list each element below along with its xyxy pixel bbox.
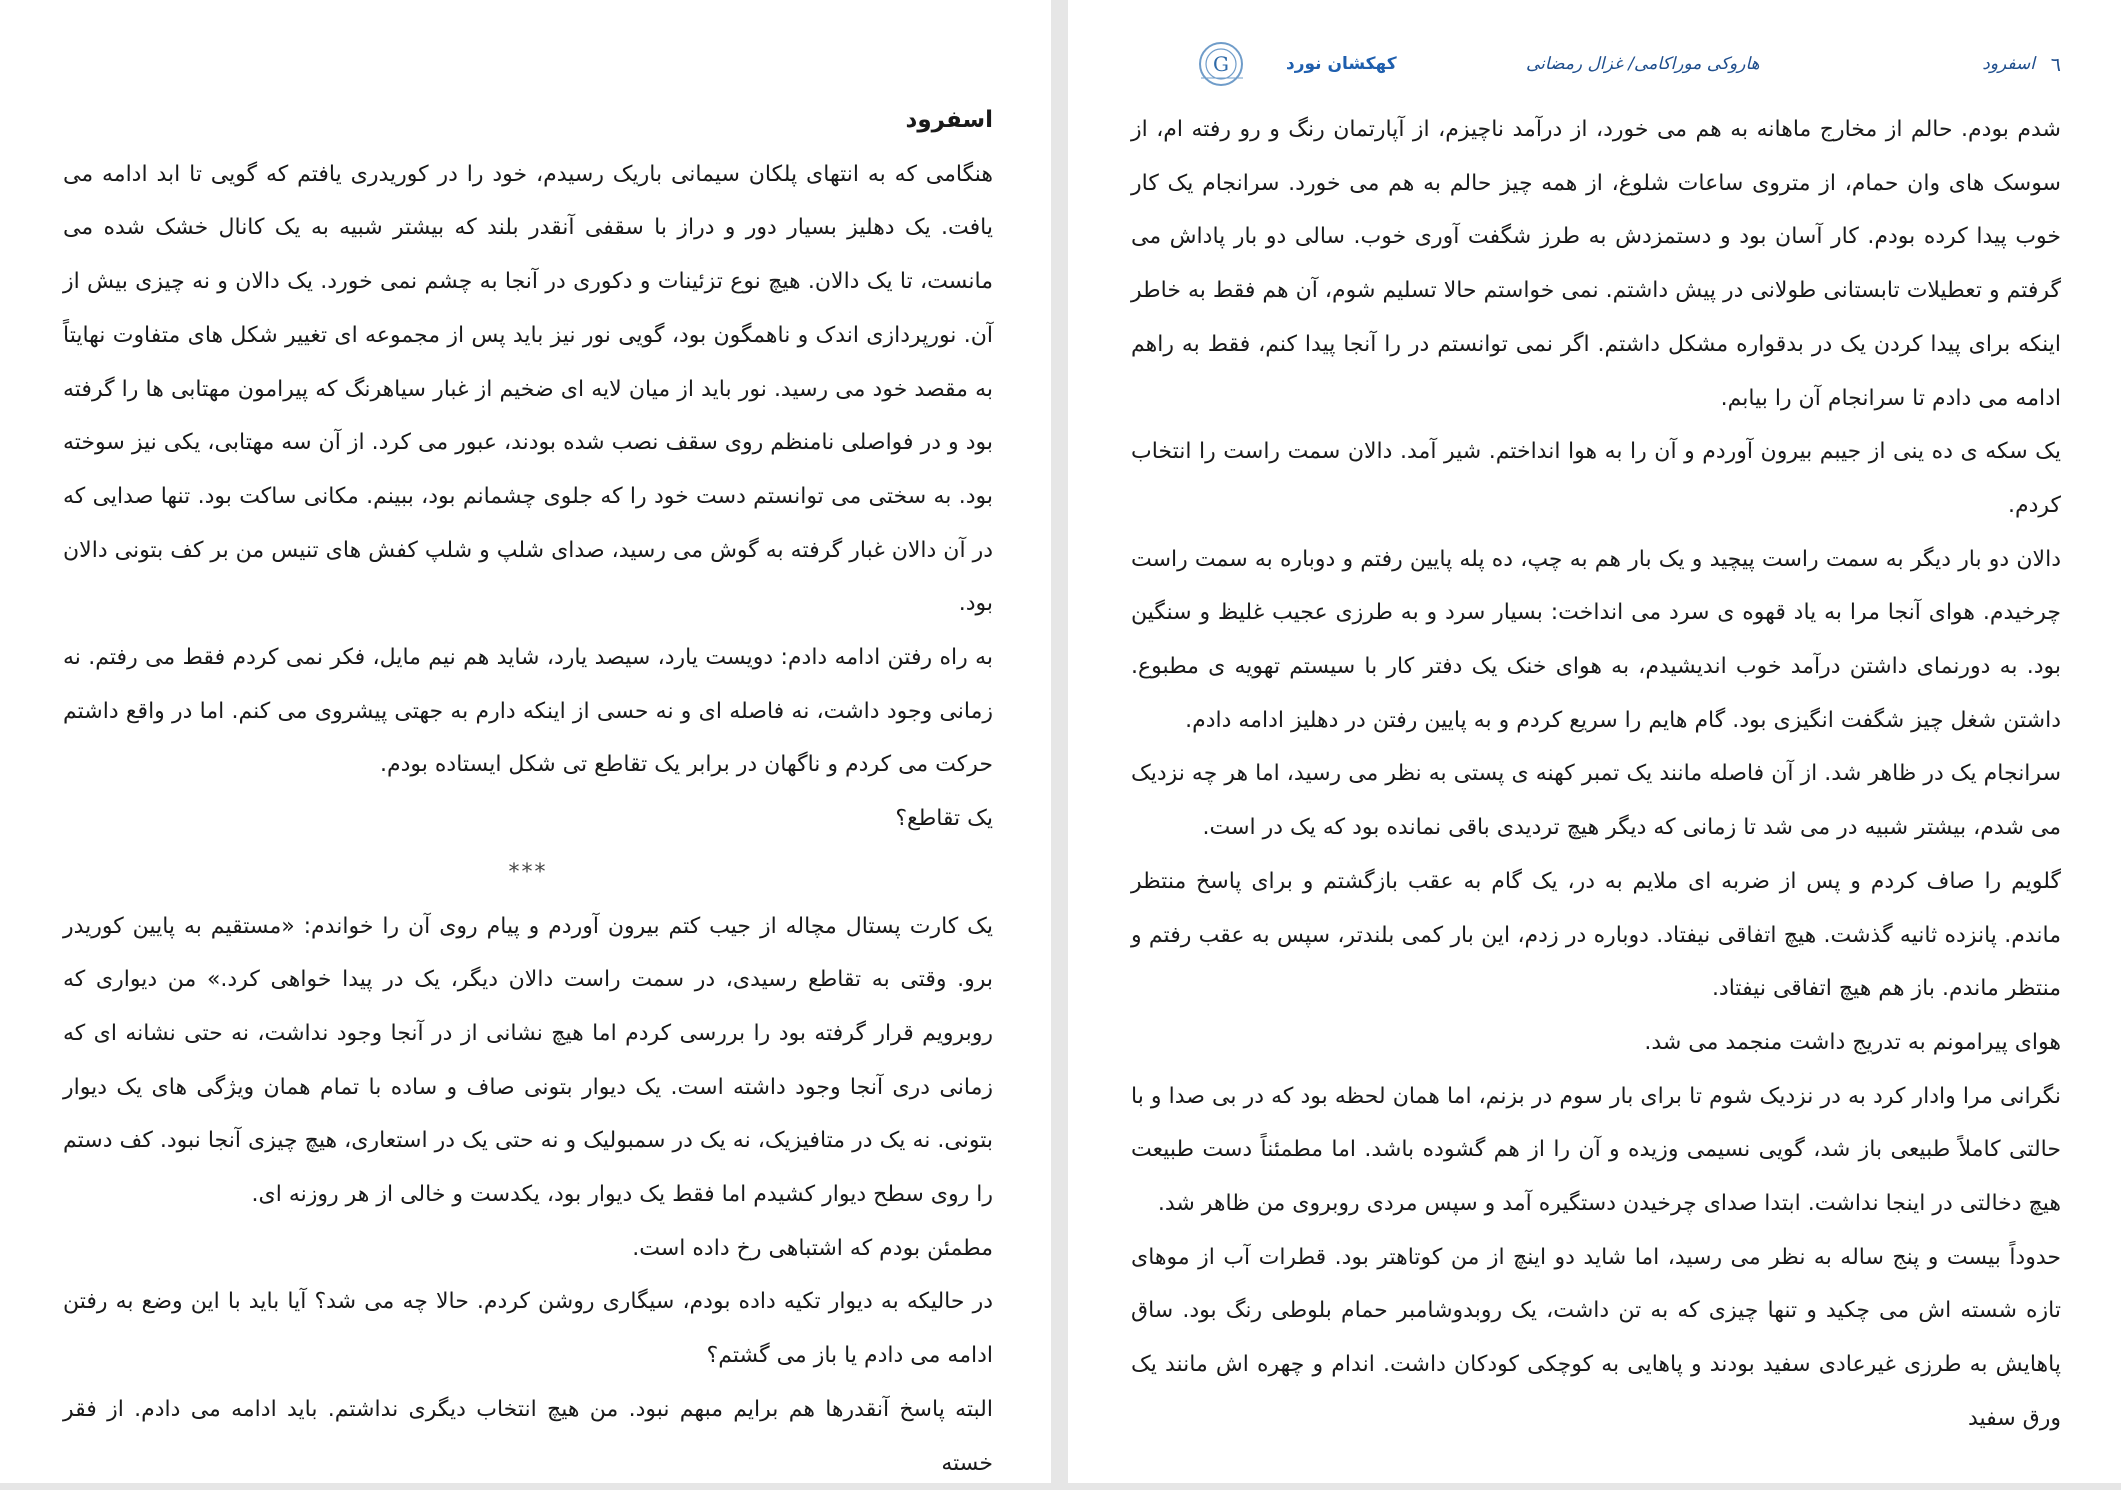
paragraph: دالان دو بار دیگر به سمت راست پیچید و یک بار هم به چپ، ده پله پایین رفتم و دوباره به سمت راست چرخیدم. هوای آنجا مرا به یاد قهوه ی سرد می انداخت: بسیار سرد و به طرزی عجیب غلیظ و سنگین بود. به دورنمای داشتن درآمد خوب اندیشیدم، به هوای خنک یک دفتر کار با سیستم تهویه ی مطبوع. داشتن شغل چیز شگفت انگیزی بود. گام هایم را سریع کردم و به پایین رفتن در دهلیز ادامه دادم. (1131, 546, 2061, 733)
paragraph: هوای پیرامونم به تدریج داشت منجمد می شد. (1644, 1029, 2061, 1055)
paragraph: گلویم را صاف کردم و پس از ضربه ای ملایم به در، یک گام به عقب بازگشتم و برای پاسخ منتظر ماندم. پانزده ثانیه گذشت. هیچ اتفاقی نیفتاد. دوباره در زدم، این بار کمی بلندتر، سپس به عقب رفتم و منتظر ماندم. باز هم هیچ اتفاقی نیفتاد. (1131, 868, 2061, 1002)
left-page (0, 0, 1051, 1483)
paragraph: هنگامی که به انتهای پلکان سیمانی باریک رسیدم، خود را در کوریدری یافتم که گویی تا ابد ادامه می یافت. یک دهلیز بسیار دور و دراز با سقفی آنقدر بلند که بیشتر شبیه به یک کانال خشک شده می مانست، تا یک دالان. هیچ نوع تزئینات و دکوری در آنجا به چشم نمی خورد. یک دالان و نه چیزی بیش از آن. نورپردازی اندک و ناهمگون بود، گویی نور نیز باید پس از مجموعه ای تغییر شکل های متفاوت نهایتاً به مقصد خود می رسید. نور باید از میان لایه ای ضخیم از غبار سیاهرنگ که پیرامون مهتابی ها را گرفته بود و در فواصلی نامنظم روی سقف نصب شده بودند، عبور می کرد. از آن سه مهتابی، یکی نیز سوخته بود. به سختی می توانستم دست خود را که جلوی چشمانم بود، ببینم. مکانی ساکت بود. تنها صدایی که در آن دالان غبار گرفته به گوش می رسید، صدای شلپ و شلپ کفش های تنیس من بر کف بتونی دالان بود. (63, 161, 993, 617)
paragraph: نگرانی مرا وادار کرد به در نزدیک شوم تا برای بار سوم در بزنم، اما همان لحظه بود که در بی صدا و با حالتی کاملاً طبیعی باز شد، گویی نسیمی وزیده و آن را از هم گشوده باشد. اما مطمئناً دست طبیعت هیچ دخالتی در اینجا نداشت. ابتدا صدای چرخیدن دستگیره آمد و سپس مردی روبروی من ظاهر شد. (1131, 1083, 2061, 1217)
section-separator: *** (508, 859, 548, 885)
paragraph: یک تقاطع؟ (895, 806, 993, 832)
right-page-text (1131, 103, 2061, 1446)
publisher-name: کهکشان نورد (1286, 54, 1397, 74)
paragraph: یک سکه ی ده ینی از جیبم بیرون آوردم و آن را به هوا انداختم. شیر آمد. دالان سمت راست را انتخاب کردم. (1131, 439, 2061, 518)
paragraph: سرانجام یک در ظاهر شد. از آن فاصله مانند یک تمبر کهنه ی پستی به نظر می رسید، اما هر چه نزدیک می شدم، بیشتر شبیه در می شد تا زمانی که دیگر هیچ تردیدی باقی نمانده بود که یک در است. (1131, 761, 2061, 841)
chapter-title: اسفرود (905, 107, 993, 133)
paragraph: البته پاسخ آنقدرها هم برایم مبهم نبود. من هیچ انتخاب دیگری نداشتم. باید ادامه می دادم. از فقر خسته (63, 1396, 993, 1476)
paragraph: در حالیکه به دیوار تکیه داده بودم، سیگاری روشن کردم. حالا چه می شد؟ آیا باید با این وضع به رفتن ادامه می دادم یا باز می گشتم؟ (63, 1289, 993, 1369)
paragraph: یک کارت پستال مچاله از جیب کتم بیرون آوردم و پیام روی آن را خواندم: «مستقیم به پایین کوریدر برو. وقتی به تقاطع رسیدی، در سمت راست دالان دیگر، یک در پیدا خواهی کرد.» من دیواری که روبرویم قرار گرفته بود را بررسی کردم اما هیچ نشانی از در آنجا وجود نداشت، نه حتی نشانه ای که زمانی دری آنجا وجود داشته است. یک دیوار بتونی صاف و ساده با تمام همان ویژگی های یک دیوار بتونی. نه یک در متافیزیک، نه یک در سمبولیک و نه حتی یک در استعاری، هیچ چیزی آنجا نبود. کف دستم را روی سطح دیوار کشیدم اما فقط یک دیوار بود، یکدست و خالی از هر روزنه ای. (63, 913, 993, 1208)
publisher-logo-icon (1197, 40, 1247, 88)
page-header (1131, 40, 2061, 92)
left-page-text (63, 94, 993, 1490)
right-page (1068, 0, 2121, 1483)
paragraph: حدوداً بیست و پنج ساله به نظر می رسید، اما شاید دو اینچ از من کوتاهتر بود. قطرات آب از موهای تازه شسته اش می چکید و تنها چیزی که به تن داشت، یک روبدوشامبر حمام بلوطی رنگ بود. ساق پاهایش به طرزی غیرعادی سفید بودند و پاهایی به کوچکی کودکان داشت. اندام و چهره اش مانند یک ورق سفید (1131, 1244, 2061, 1431)
paragraph: به راه رفتن ادامه دادم: دویست یارد، سیصد یارد، شاید هم نیم مایل، فکر نمی کردم فقط می رفتم. نه زمانی وجود داشت، نه فاصله ای و نه حسی از اینکه دارم به جهتی پیشروی می کنم. اما در واقع داشتم حرکت می کردم و ناگهان در برابر یک تقاطع تی شکل ایستاده بودم. (63, 645, 993, 778)
paragraph: شدم بودم. حالم از مخارج ماهانه به هم می خورد، از درآمد ناچیزم، از آپارتمان رنگ و رو رفته ام، از سوسک های وان حمام، از متروی ساعات شلوغ، از همه چیز حالم به هم می خورد. سرانجام یک کار خوب پیدا کرده بودم. کار آسان بود و دستمزدش به طرز شگفت آوری خوب. سالی دو بار پاداش می گرفتم و تعطیلات تابستانی طولانی در پیش داشتم. نمی خواستم حالا تسلیم شوم، آن هم فقط به خاطر اینکه برای پیدا کردن یک در بدقواره مشکل داشتم. اگر نمی توانستم در را آنجا پیدا کنم، فقط به راهم ادامه می دادم تا سرانجام آن را بیابم. (1131, 117, 2061, 411)
logo-letter: G (1213, 52, 1229, 76)
book-title: اسفرود (1982, 54, 2035, 74)
paragraph: مطمئن بودم که اشتباهی رخ داده است. (632, 1235, 993, 1261)
page-number: ٦ (2050, 54, 2061, 76)
authors: هاروکی موراکامی/ غزال رمضانی (1526, 54, 1760, 74)
